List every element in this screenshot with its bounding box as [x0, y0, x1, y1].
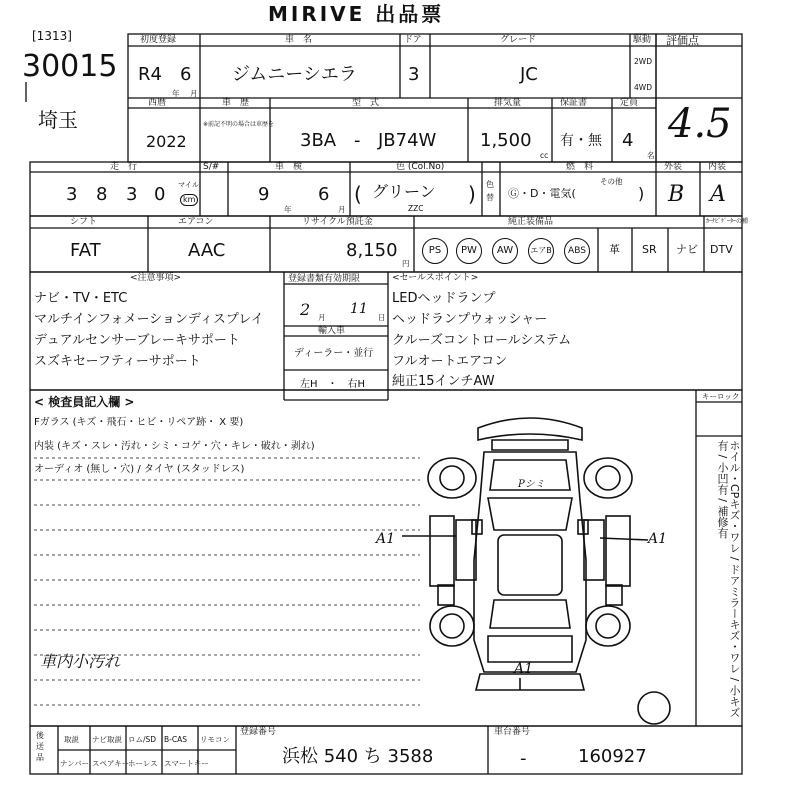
- hdr-exterior: 外装: [664, 162, 683, 172]
- reg-expiry-year: 2: [300, 300, 311, 319]
- mark-left: A1: [376, 531, 396, 547]
- hdr-chassis: 車台番号: [494, 727, 531, 737]
- color-paren-open: (: [354, 182, 362, 206]
- displacement-value: 1,500: [480, 130, 532, 151]
- equip-aw: AW: [492, 238, 518, 264]
- doors-value: 3: [408, 64, 420, 85]
- drive-4wd: 4WD: [634, 83, 652, 92]
- bottom-manual: 取説: [64, 735, 79, 744]
- interior-grade: A: [710, 182, 726, 207]
- reg-expiry-day: 11: [350, 301, 368, 317]
- hdr-inspection: 車 検: [275, 162, 303, 172]
- model-dash: -: [354, 130, 361, 151]
- sales-point-5: 純正15インチAW: [392, 374, 495, 389]
- chassis-value: 160927: [578, 746, 647, 767]
- equip-navi: ナビ: [676, 243, 698, 256]
- recycle-value: 8,150: [346, 240, 398, 261]
- hdr-sales: <セールスポイント>: [392, 273, 479, 283]
- hdr-equipment: 純正装備品: [508, 217, 554, 227]
- mileage-digit-1: 3: [66, 184, 78, 205]
- equip-sr: SR: [642, 243, 657, 256]
- mileage-unit-km: km: [180, 194, 198, 206]
- mark-rear: A1: [514, 661, 534, 677]
- hdr-western: 西暦: [148, 98, 167, 108]
- history-note: ※前記不明の場合は車歴を: [203, 121, 275, 128]
- bottom-hoseless: ホーレス: [128, 759, 158, 768]
- note-3: デュアルセンサーブレーキサポート: [34, 333, 240, 348]
- reg-expiry-day-unit: 日: [378, 313, 386, 322]
- inspection-year-suffix: 年: [284, 205, 292, 214]
- color-paren-close: ): [468, 182, 476, 206]
- capacity-unit: 名: [647, 151, 655, 160]
- bottom-plate: ナンバー: [60, 759, 90, 768]
- import-hdr: 輸入車: [318, 326, 346, 336]
- lot-number: 30015: [22, 49, 118, 84]
- mark-roof: Pシミ: [518, 479, 545, 490]
- hdr-inspector: < 検査員記入欄 >: [34, 395, 135, 409]
- equip-airbag: エアB: [528, 238, 554, 264]
- color-name: グリーン: [372, 182, 436, 201]
- hdr-warranty: 保証書: [560, 98, 588, 108]
- first-reg-era: R4: [138, 64, 162, 85]
- sales-point-1: LEDヘッドランプ: [392, 291, 496, 306]
- hdr-first-reg: 初度登録: [140, 35, 177, 45]
- shift-value: FAT: [70, 240, 101, 261]
- hdr-drive: 駆動: [633, 35, 652, 45]
- bottom-bcas: B-CAS: [164, 735, 187, 744]
- chassis-dash: -: [520, 748, 527, 769]
- first-reg-year-suffix: 年: [172, 89, 180, 98]
- hdr-shift: シフト: [70, 217, 98, 227]
- equip-ps: PS: [422, 238, 448, 264]
- hdr-displacement: 排気量: [494, 98, 522, 108]
- color-side-label: 色替: [486, 180, 494, 202]
- note-2: マルチインフォメーションディスプレイ: [34, 312, 264, 327]
- model-prefix: 3BA: [300, 130, 337, 151]
- inspection-year: 9: [258, 184, 270, 205]
- first-reg-month: 6: [180, 64, 192, 85]
- color-code: ZZC: [408, 204, 424, 213]
- sales-point-2: ヘッドランプウォッシャー: [392, 312, 548, 327]
- side-vertical-text: ホイル・CPキズ・ワレ / ドアミラーキズ・ワレ / 小キズ有 / 小凹有 / 補修有: [716, 440, 741, 718]
- hdr-color: 色 (Col.No): [396, 162, 445, 172]
- hdr-score: 評価点: [666, 34, 699, 47]
- bottom-remote: リモコン: [200, 735, 230, 744]
- hdr-recycle: リサイクル預託金: [302, 217, 373, 227]
- score-value: 4.5: [668, 101, 732, 147]
- hdr-notes: <注意事項>: [130, 273, 182, 283]
- model-code: JB74W: [378, 130, 437, 151]
- first-reg-month-suffix: 月: [190, 89, 198, 98]
- hdr-key-lock: キーロック: [702, 392, 740, 401]
- equip-pw: PW: [456, 238, 482, 264]
- capacity-value: 4: [622, 130, 634, 151]
- inspection-month: 6: [318, 184, 330, 205]
- sw-label: S/#: [203, 162, 220, 172]
- lot-code: [1313]: [32, 29, 72, 43]
- equip-dtv: DTV: [710, 243, 733, 256]
- bottom-navi-manual: ナビ取説: [92, 735, 122, 744]
- exterior-grade: B: [668, 182, 685, 207]
- car-name: ジムニーシエラ: [232, 64, 357, 85]
- note-1: ナビ・TV・ETC: [34, 291, 128, 306]
- hdr-mileage: 走 行: [110, 162, 138, 172]
- bottom-rom-sd: ロム/SD: [128, 735, 157, 744]
- sheet-title: MIRIVE 出品票: [268, 2, 445, 26]
- hdr-aircon: エアコン: [178, 217, 214, 227]
- inspector-line-1: Fガラス (キズ・飛石・ヒビ・リペア跡・ X 要): [34, 417, 244, 428]
- bottom-side-label: 後送品: [36, 731, 44, 762]
- aircon-value: AAC: [188, 240, 226, 261]
- drive-2wd: 2WD: [634, 57, 652, 66]
- recycle-unit: 円: [402, 259, 410, 268]
- reg-expiry-year-unit: 月: [318, 313, 326, 322]
- mileage-digit-4: 0: [154, 184, 166, 205]
- mileage-digit-3: 3: [126, 184, 138, 205]
- inspection-month-suffix: 月: [338, 205, 346, 214]
- year-value: 2022: [146, 132, 187, 151]
- mileage-unit-mile: マイル: [178, 181, 199, 189]
- handwritten-note: 車内小汚れ: [40, 652, 121, 671]
- hdr-plate: 登録番号: [240, 727, 277, 737]
- hdr-carnavi-kind: ｶｰﾅﾋﾞｹﾞｰﾀｰの種: [706, 218, 749, 225]
- displacement-unit: cc: [540, 151, 549, 160]
- hdr-grade: グレード: [500, 35, 537, 45]
- inspector-line-3: オーディオ (無し・穴) / タイヤ (スタッドレス): [34, 464, 245, 475]
- dealer-value: ディーラー・並行: [294, 348, 374, 359]
- fuel-other-label: その他: [600, 177, 623, 186]
- hdr-doors: ドア: [404, 35, 422, 45]
- note-4: スズキセーフティーサポート: [34, 354, 201, 369]
- region: 埼玉: [38, 108, 78, 132]
- warranty-value: 有・無: [560, 133, 602, 149]
- equip-leather: 革: [609, 243, 620, 256]
- fuel-close: ): [638, 184, 645, 203]
- bottom-smart-key: スマートキー: [164, 759, 209, 768]
- mark-right: A1: [648, 531, 668, 547]
- handle-value: 左H ・ 右H: [300, 379, 366, 390]
- hdr-capacity: 定員: [620, 98, 639, 108]
- sales-point-3: クルーズコントロールシステム: [392, 333, 572, 348]
- hdr-reg-expiry: 登録書類有効期限: [288, 274, 361, 284]
- hdr-history: 車 歴: [222, 98, 250, 108]
- hdr-car-name: 車 名: [285, 35, 313, 45]
- equip-abs: ABS: [564, 238, 590, 264]
- inspector-line-2: 内装 (キズ・スレ・汚れ・シミ・コゲ・穴・キレ・破れ・剥れ): [34, 441, 315, 452]
- fuel-options: Ⓖ・D・電気(: [508, 187, 576, 200]
- bottom-spare-key: スペアキー: [92, 759, 130, 768]
- sales-point-4: フルオートエアコン: [392, 354, 508, 369]
- grade-value: JC: [520, 64, 538, 85]
- hdr-model: 型 式: [352, 98, 380, 108]
- hdr-interior: 内装: [708, 162, 727, 172]
- plate-value: 浜松 540 ち 3588: [282, 746, 434, 767]
- hdr-fuel: 燃 料: [566, 162, 594, 172]
- mileage-digit-2: 8: [96, 184, 108, 205]
